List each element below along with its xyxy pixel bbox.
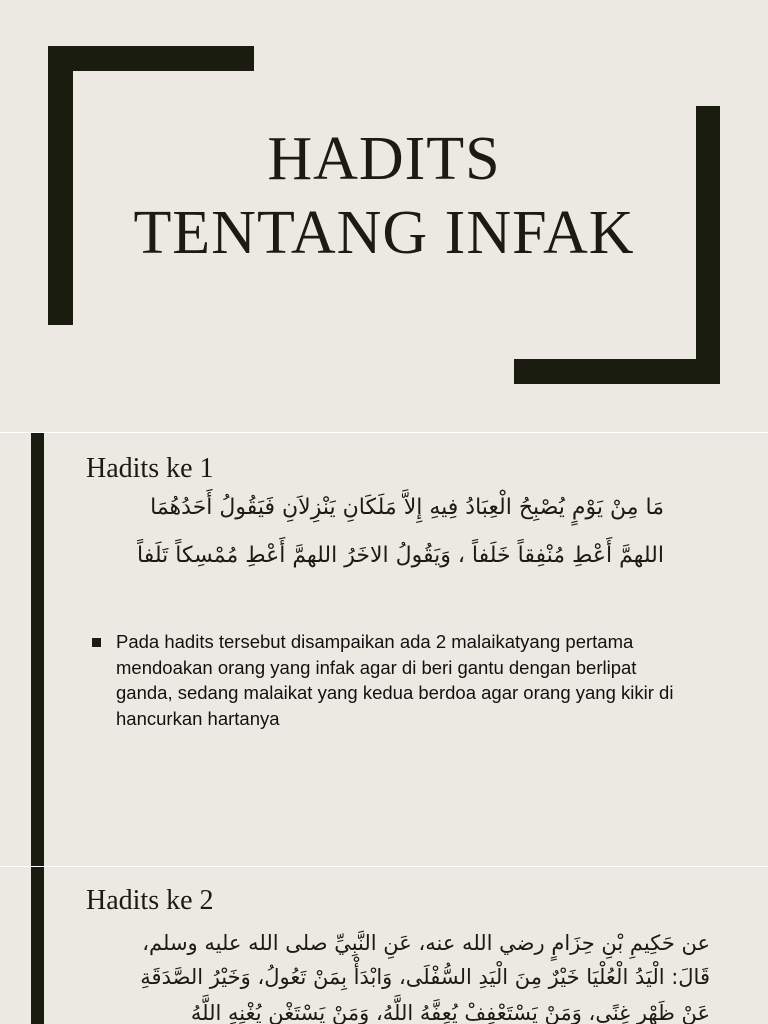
hadits-1-slide — [0, 433, 768, 866]
arabic-text-line-2: اللهمَّ أَعْطِ مُنْفِقاً خَلَفاً ، وَيَقُولُ الاخَرُ اللهمَّ أَعْطِ مُمْسِكاً تَلَفاً — [137, 543, 664, 568]
slide-heading: Hadits ke 2 — [86, 885, 214, 916]
slide-heading: Hadits ke 1 — [86, 453, 214, 484]
arabic-text-line-1: مَا مِنْ يَوْمٍ يُصْبِحُ الْعِبَادُ فِيهِ إِلاَّ مَلَكَانِ يَنْزِلاَنِ فَيَقُولُ أَحَدُهُمَا — [150, 495, 664, 520]
frame-bottom-right-horizontal — [514, 359, 720, 384]
arabic-text-line-3: عَنْ ظَهْرِ غِنًى، وَمَنْ يَسْتَعْفِفْ يُعِفَّهُ اللَّهُ، وَمَنْ يَسْتَغْنِ يُغْنِهِ اللَّهُ — [190, 1001, 710, 1024]
hadits-2-slide — [0, 867, 768, 1024]
accent-bar — [31, 867, 44, 1024]
bullet-item — [92, 629, 692, 731]
accent-bar — [31, 433, 44, 866]
arabic-text-line-2: قَالَ: الْيَدُ الْعُلْيَا خَيْرٌ مِنَ الْيَدِ السُّفْلَى، وَابْدَأْ بِمَنْ تَعُولُ، وَخَيْرُ الصَّدَقَةِ — [140, 965, 710, 989]
title-slide — [0, 0, 768, 432]
bullet-square-icon — [92, 638, 101, 647]
frame-top-left-horizontal — [48, 46, 254, 71]
title-line-1: HADITS — [267, 125, 501, 193]
title-line-2: TENTANG INFAK — [133, 199, 635, 267]
arabic-text-line-1: عن حَكِيمِ بْنِ حِزَامٍ رضي الله عنه، عَنِ النَّبِيِّ صلى الله عليه وسلم، — [142, 931, 710, 955]
bullet-text: Pada hadits tersebut disampaikan ada 2 malaikatyang pertama mendoakan orang yang infak agar di beri gantu dengan berlipat ganda, sedang malaikat yang kedua berdoa agar orang yang kikir di hancurkan hartanya — [116, 631, 674, 729]
